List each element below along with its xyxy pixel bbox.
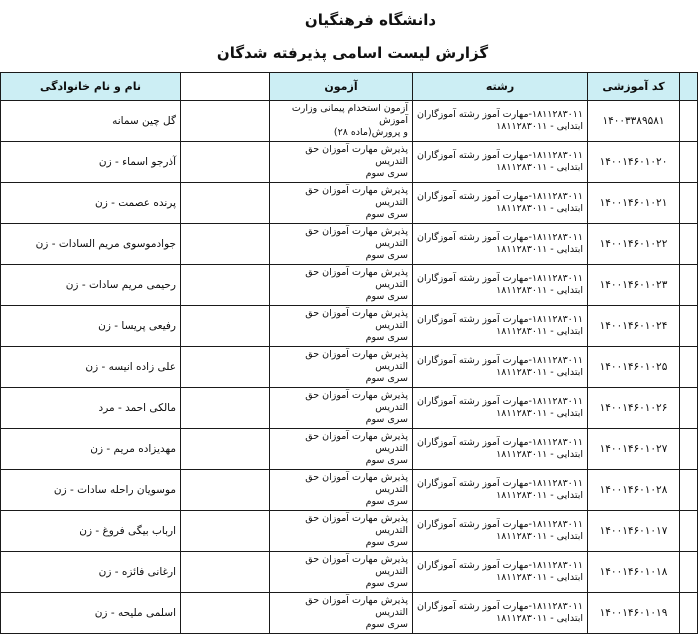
cell-spacer	[181, 388, 270, 429]
row-edge-cell	[680, 183, 698, 224]
table-row[interactable]	[1, 265, 698, 306]
cell-full-name: مهدیزاده مریم - زن	[1, 429, 181, 470]
table-row[interactable]	[1, 347, 698, 388]
field-line-1: ۱۸۱۱۲۸۳۰۱۱-مهارت آموز رشته آموزگاران	[417, 601, 583, 612]
row-edge-cell	[680, 552, 698, 593]
row-edge-cell	[680, 142, 698, 183]
exam-line-1: پذیرش مهارت آموزان حق التدریس	[305, 472, 408, 495]
row-edge-cell	[680, 388, 698, 429]
cell-exam	[270, 306, 413, 347]
row-edge-cell	[680, 224, 698, 265]
row-edge-cell	[680, 429, 698, 470]
cell-full-name: علی زاده انیسه - زن	[1, 347, 181, 388]
report-table-wrapper	[0, 72, 699, 634]
cell-field-of-study	[413, 470, 588, 511]
cell-full-name: پرنده عصمت - زن	[1, 183, 181, 224]
table-row[interactable]	[1, 306, 698, 347]
row-edge-cell	[680, 347, 698, 388]
row-edge-cell	[680, 306, 698, 347]
field-line-1: ۱۸۱۱۲۸۳۰۱۱-مهارت آموز رشته آموزگاران	[417, 273, 583, 284]
table-row[interactable]	[1, 429, 698, 470]
cell-field-of-study	[413, 388, 588, 429]
cell-training-code: ۱۴۰۰۱۴۶۰۱۰۲۷	[588, 429, 680, 470]
cell-field-of-study	[413, 265, 588, 306]
exam-line-1: پذیرش مهارت آموزان حق التدریس	[305, 554, 408, 577]
exam-line-2: سری سوم	[365, 209, 408, 220]
field-line-2: ابتدایی - ۱۸۱۱۲۸۳۰۱۱	[496, 449, 583, 460]
cell-spacer	[181, 306, 270, 347]
row-edge-cell	[680, 101, 698, 142]
field-line-2: ابتدایی - ۱۸۱۱۲۸۳۰۱۱	[496, 326, 583, 337]
field-line-1: ۱۸۱۱۲۸۳۰۱۱-مهارت آموز رشته آموزگاران	[417, 396, 583, 407]
exam-line-1: پذیرش مهارت آموزان حق التدریس	[305, 595, 408, 618]
cell-training-code: ۱۴۰۰۱۴۶۰۱۰۲۸	[588, 470, 680, 511]
table-row[interactable]	[1, 388, 698, 429]
cell-training-code: ۱۴۰۰۱۴۶۰۱۰۲۶	[588, 388, 680, 429]
cell-field-of-study	[413, 101, 588, 142]
exam-line-1: پذیرش مهارت آموزان حق التدریس	[305, 144, 408, 167]
exam-line-2: سری سوم	[365, 250, 408, 261]
cell-spacer	[181, 593, 270, 634]
exam-line-2: سری سوم	[365, 455, 408, 466]
field-line-2: ابتدایی - ۱۸۱۱۲۸۳۰۱۱	[496, 203, 583, 214]
exam-line-1: پذیرش مهارت آموزان حق التدریس	[305, 513, 408, 536]
exam-line-1: پذیرش مهارت آموزان حق التدریس	[305, 308, 408, 331]
field-line-2: ابتدایی - ۱۸۱۱۲۸۳۰۱۱	[496, 367, 583, 378]
cell-exam	[270, 470, 413, 511]
cell-training-code: ۱۴۰۰۳۳۸۹۵۸۱	[588, 101, 680, 142]
cell-full-name: رحیمی مریم سادات - زن	[1, 265, 181, 306]
cell-field-of-study	[413, 183, 588, 224]
row-edge-cell	[680, 470, 698, 511]
cell-training-code: ۱۴۰۰۱۴۶۰۱۰۲۵	[588, 347, 680, 388]
field-line-1: ۱۸۱۱۲۸۳۰۱۱-مهارت آموز رشته آموزگاران	[417, 314, 583, 325]
cell-field-of-study	[413, 347, 588, 388]
row-edge-cell	[680, 593, 698, 634]
accepted-applicants-table	[0, 72, 698, 634]
table-row[interactable]	[1, 224, 698, 265]
field-line-2: ابتدایی - ۱۸۱۱۲۸۳۰۱۱	[496, 244, 583, 255]
cell-exam	[270, 552, 413, 593]
table-head	[1, 73, 698, 101]
cell-full-name: اسلمی ملیحه - زن	[1, 593, 181, 634]
table-row[interactable]	[1, 511, 698, 552]
column-header-name[interactable]: نام و نام خانوادگی	[1, 73, 181, 101]
cell-full-name: ارباب بیگی فروغ - زن	[1, 511, 181, 552]
table-body	[1, 101, 698, 634]
field-line-2: ابتدایی - ۱۸۱۱۲۸۳۰۱۱	[496, 285, 583, 296]
field-line-1: ۱۸۱۱۲۸۳۰۱۱-مهارت آموز رشته آموزگاران	[417, 437, 583, 448]
cell-exam	[270, 183, 413, 224]
field-line-1: ۱۸۱۱۲۸۳۰۱۱-مهارت آموز رشته آموزگاران	[417, 109, 583, 120]
column-header-code[interactable]: کد آموزشی	[588, 73, 680, 101]
cell-exam	[270, 265, 413, 306]
field-line-1: ۱۸۱۱۲۸۳۰۱۱-مهارت آموز رشته آموزگاران	[417, 519, 583, 530]
cell-training-code: ۱۴۰۰۱۴۶۰۱۰۲۲	[588, 224, 680, 265]
cell-spacer	[181, 470, 270, 511]
cell-training-code: ۱۴۰۰۱۴۶۰۱۰۲۳	[588, 265, 680, 306]
cell-field-of-study	[413, 593, 588, 634]
exam-line-1: پذیرش مهارت آموزان حق التدریس	[305, 226, 408, 249]
field-line-1: ۱۸۱۱۲۸۳۰۱۱-مهارت آموز رشته آموزگاران	[417, 150, 583, 161]
row-edge-cell	[680, 511, 698, 552]
exam-line-2: سری سوم	[365, 496, 408, 507]
exam-line-2: سری سوم	[365, 537, 408, 548]
cell-full-name: موسویان راحله سادات - زن	[1, 470, 181, 511]
field-line-1: ۱۸۱۱۲۸۳۰۱۱-مهارت آموز رشته آموزگاران	[417, 560, 583, 571]
report-title: گزارش لیست اسامی پذیرفته شدگان	[216, 44, 489, 62]
cell-field-of-study	[413, 511, 588, 552]
table-row[interactable]	[1, 101, 698, 142]
cell-field-of-study	[413, 552, 588, 593]
cell-spacer	[181, 224, 270, 265]
cell-spacer	[181, 101, 270, 142]
cell-field-of-study	[413, 224, 588, 265]
cell-spacer	[181, 511, 270, 552]
field-line-1: ۱۸۱۱۲۸۳۰۱۱-مهارت آموز رشته آموزگاران	[417, 478, 583, 489]
column-header-edge	[680, 73, 698, 101]
header-row	[1, 73, 698, 101]
table-row[interactable]	[1, 470, 698, 511]
field-line-2: ابتدایی - ۱۸۱۱۲۸۳۰۱۱	[496, 408, 583, 419]
exam-line-2: و پرورش(ماده ۲۸)	[333, 127, 408, 138]
cell-exam	[270, 511, 413, 552]
column-header-exam[interactable]: آزمون	[270, 73, 413, 101]
cell-field-of-study	[413, 306, 588, 347]
exam-line-1: پذیرش مهارت آموزان حق التدریس	[305, 185, 408, 208]
cell-exam	[270, 101, 413, 142]
cell-exam	[270, 347, 413, 388]
exam-line-2: سری سوم	[365, 291, 408, 302]
cell-training-code: ۱۴۰۰۱۴۶۰۱۰۲۱	[588, 183, 680, 224]
cell-spacer	[181, 429, 270, 470]
exam-line-1: پذیرش مهارت آموزان حق التدریس	[305, 267, 408, 290]
field-line-2: ابتدایی - ۱۸۱۱۲۸۳۰۱۱	[496, 531, 583, 542]
cell-spacer	[181, 347, 270, 388]
field-line-2: ابتدایی - ۱۸۱۱۲۸۳۰۱۱	[496, 121, 583, 132]
field-line-1: ۱۸۱۱۲۸۳۰۱۱-مهارت آموز رشته آموزگاران	[417, 232, 583, 243]
field-line-2: ابتدایی - ۱۸۱۱۲۸۳۰۱۱	[496, 162, 583, 173]
cell-field-of-study	[413, 429, 588, 470]
column-header-field[interactable]: رشته	[413, 73, 588, 101]
cell-training-code: ۱۴۰۰۱۴۶۰۱۰۱۸	[588, 552, 680, 593]
column-header-spacer	[181, 73, 270, 101]
exam-line-2: سری سوم	[365, 168, 408, 179]
field-line-1: ۱۸۱۱۲۸۳۰۱۱-مهارت آموز رشته آموزگاران	[417, 191, 583, 202]
cell-training-code: ۱۴۰۰۱۴۶۰۱۰۲۴	[588, 306, 680, 347]
cell-field-of-study	[413, 142, 588, 183]
organization-title: دانشگاه فرهنگیان	[304, 11, 437, 29]
cell-spacer	[181, 265, 270, 306]
field-line-1: ۱۸۱۱۲۸۳۰۱۱-مهارت آموز رشته آموزگاران	[417, 355, 583, 366]
cell-full-name: جوادموسوی مریم السادات - زن	[1, 224, 181, 265]
table-row[interactable]	[1, 142, 698, 183]
cell-full-name: مالکی احمد - مرد	[1, 388, 181, 429]
cell-full-name: رفیعی پریسا - زن	[1, 306, 181, 347]
exam-line-2: سری سوم	[365, 578, 408, 589]
exam-line-2: سری سوم	[365, 332, 408, 343]
cell-training-code: ۱۴۰۰۱۴۶۰۱۰۲۰	[588, 142, 680, 183]
cell-exam	[270, 388, 413, 429]
table-row[interactable]	[1, 593, 698, 634]
cell-full-name: ارغانی فائزه - زن	[1, 552, 181, 593]
cell-full-name: گل چین سمانه	[1, 101, 181, 142]
field-line-2: ابتدایی - ۱۸۱۱۲۸۳۰۱۱	[496, 572, 583, 583]
cell-spacer	[181, 183, 270, 224]
table-row[interactable]	[1, 183, 698, 224]
exam-line-2: سری سوم	[365, 373, 408, 384]
cell-training-code: ۱۴۰۰۱۴۶۰۱۰۱۹	[588, 593, 680, 634]
cell-exam	[270, 224, 413, 265]
cell-spacer	[181, 142, 270, 183]
row-edge-cell	[680, 265, 698, 306]
exam-line-2: سری سوم	[365, 619, 408, 630]
exam-line-2: سری سوم	[365, 414, 408, 425]
title-block	[0, 0, 699, 63]
field-line-2: ابتدایی - ۱۸۱۱۲۸۳۰۱۱	[496, 613, 583, 624]
cell-exam	[270, 593, 413, 634]
field-line-2: ابتدایی - ۱۸۱۱۲۸۳۰۱۱	[496, 490, 583, 501]
cell-exam	[270, 142, 413, 183]
cell-training-code: ۱۴۰۰۱۴۶۰۱۰۱۷	[588, 511, 680, 552]
cell-full-name: آذرجو اسماء - زن	[1, 142, 181, 183]
exam-line-1: آزمون استخدام پیمانی وزارت آموزش	[291, 103, 408, 126]
exam-line-1: پذیرش مهارت آموزان حق التدریس	[305, 390, 408, 413]
exam-line-1: پذیرش مهارت آموزان حق التدریس	[305, 431, 408, 454]
cell-spacer	[181, 552, 270, 593]
exam-line-1: پذیرش مهارت آموزان حق التدریس	[305, 349, 408, 372]
table-row[interactable]	[1, 552, 698, 593]
cell-exam	[270, 429, 413, 470]
